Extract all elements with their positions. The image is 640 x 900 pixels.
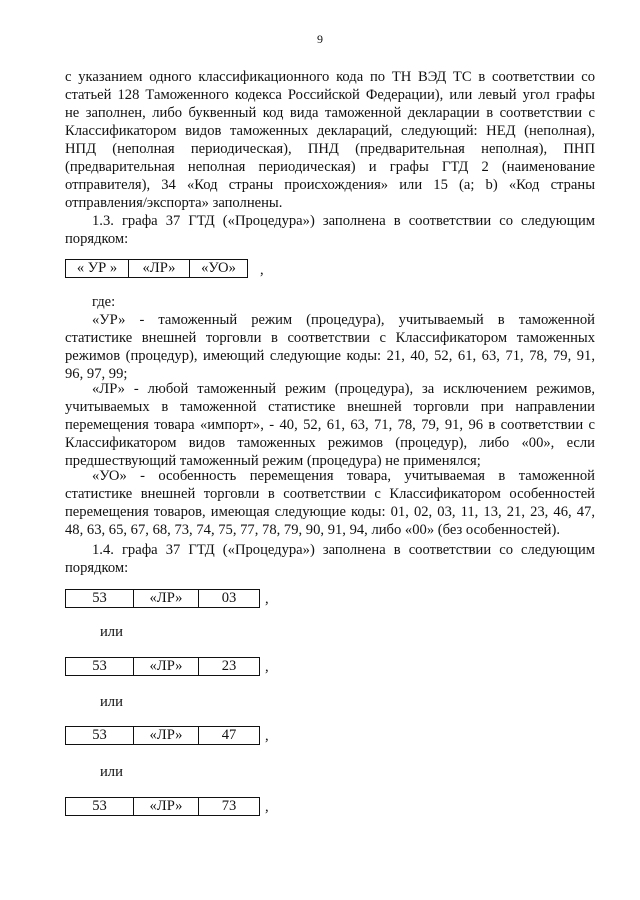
text-line: с указанием одного классификационного кода по ТН ВЭД ТС в соответствии со — [65, 69, 595, 85]
text-line: 96, 97, 99; — [65, 366, 128, 382]
comma: , — [260, 262, 264, 278]
code-cell: 53 — [66, 727, 134, 744]
procedure-code-box — [65, 589, 260, 608]
text-line: 48, 63, 65, 67, 68, 73, 74, 75, 77, 78, 79, 90, 91, 94, либо «00» (без особенностей). — [65, 522, 561, 538]
procedure-code-box — [65, 259, 248, 278]
code-cell: 73 — [221, 798, 237, 814]
text-line: отправителя), 34 «Код страны происхождения» или 15 (a; b) «Код страны — [65, 177, 595, 193]
code-cell: «ЛР» — [134, 727, 199, 744]
text-line: предшествующий таможенный режим (процедура) не применялся; — [65, 453, 481, 469]
text-line: учитываемых в таможенной статистике внешней торговли при направлении — [65, 399, 595, 415]
page-number: 9 — [317, 32, 323, 46]
procedure-code-box — [65, 797, 260, 816]
text-line: Классификатором видов таможенных деклараций, следующий: НЕД (неполная), — [65, 123, 595, 139]
text-line: «УР» - таможенный режим (процедура), учитываемый в таможенной — [92, 312, 595, 328]
text-line: НПД (неполная периодическая), ПНД (предварительная неполная), ПНП — [65, 141, 595, 157]
comma: , — [265, 659, 269, 675]
code-cell-uo: «УО» — [201, 260, 236, 276]
text-line: статистике внешней торговли в соответствии с Классификатором таможенных — [65, 330, 595, 346]
procedure-code-box — [65, 726, 260, 745]
text-line: статьей 128 Таможенного кодекса Российской Федерации), или левый угол графы — [65, 87, 595, 103]
or-label: или — [100, 624, 123, 640]
code-cell: 53 — [66, 658, 134, 675]
code-cell-ur: « УР » — [66, 260, 129, 277]
code-cell: 03 — [221, 590, 237, 606]
text-line: отправления/экспорта» заполнены. — [65, 195, 283, 211]
code-cell-lr: «ЛР» — [129, 260, 190, 277]
text-line: порядком: — [65, 231, 129, 247]
text-line: статистике внешней торговли в соответствии с Классификатором особенностей — [65, 486, 595, 502]
or-label: или — [100, 764, 123, 780]
text-line: перемещения товара «импорт», - 40, 52, 61, 63, 71, 78, 79, 91, 96 в соответствии с — [65, 417, 595, 433]
code-cell: 53 — [66, 798, 134, 815]
text-line: 1.4. графа 37 ГТД («Процедура») заполнена в соответствии со следующим — [92, 542, 595, 558]
code-cell: 23 — [221, 658, 237, 674]
procedure-code-box — [65, 657, 260, 676]
code-cell: 53 — [66, 590, 134, 607]
text-line: (предварительная неполная периодическая) и графы ГТД 2 (наименование — [65, 159, 595, 175]
text-line: порядком: — [65, 560, 129, 576]
where-label: где: — [92, 294, 116, 310]
text-line: «ЛР» - любой таможенный режим (процедура), за исключением режимов, — [92, 381, 595, 397]
code-cell: «ЛР» — [134, 590, 199, 607]
text-line: 1.3. графа 37 ГТД («Процедура») заполнена в соответствии со следующим — [92, 213, 595, 229]
code-cell: 47 — [221, 727, 237, 743]
code-cell: «ЛР» — [134, 658, 199, 675]
text-line: режимов (процедур), имеющий следующие коды: 21, 40, 52, 61, 63, 71, 78, 79, 91, — [65, 348, 595, 364]
text-line: «УО» - особенность перемещения товара, учитываемая в таможенной — [92, 468, 595, 484]
text-line: перемещения товаров, имеющая следующие коды: 01, 02, 03, 11, 13, 21, 23, 46, 47, — [65, 504, 595, 520]
or-label: или — [100, 694, 123, 710]
comma: , — [265, 799, 269, 815]
comma: , — [265, 591, 269, 607]
code-cell: «ЛР» — [134, 798, 199, 815]
text-line: Классификатором видов таможенных режимов (процедур), либо «00», если — [65, 435, 595, 451]
comma: , — [265, 728, 269, 744]
text-line: не заполнен, либо буквенный код вида таможенной декларации в соответствии с — [65, 105, 595, 121]
